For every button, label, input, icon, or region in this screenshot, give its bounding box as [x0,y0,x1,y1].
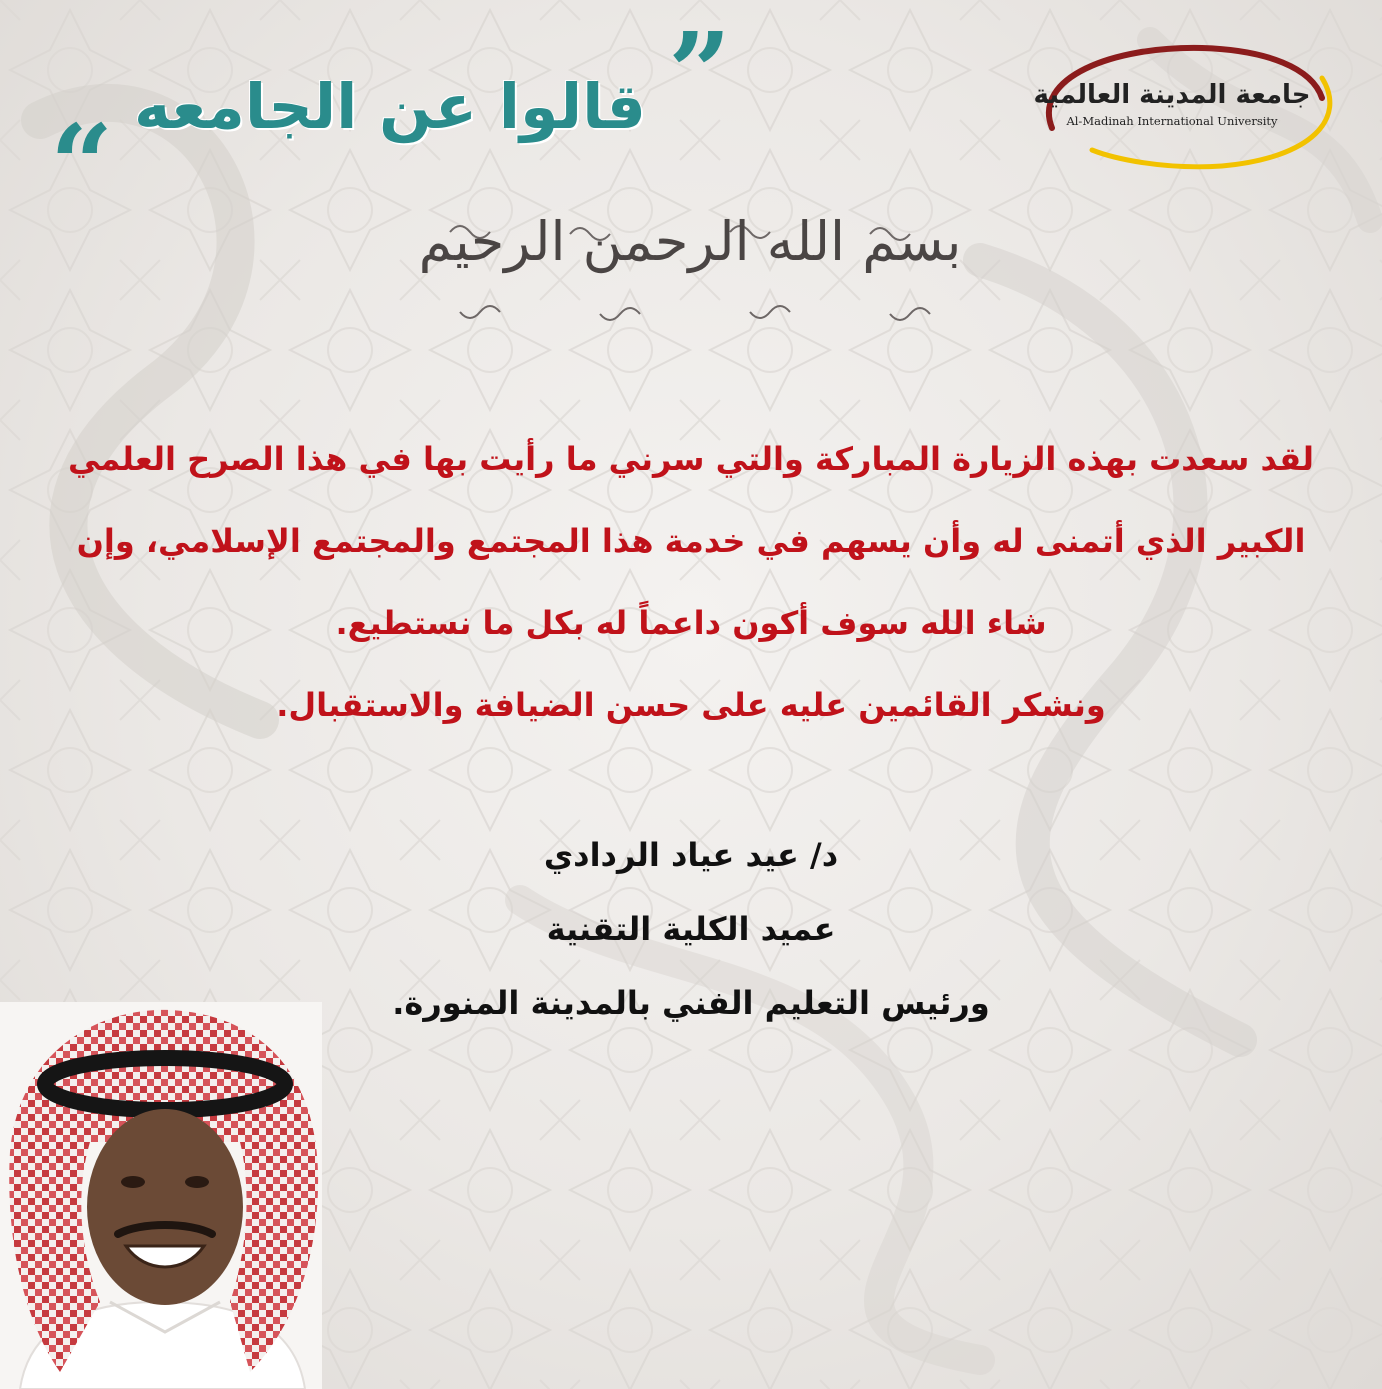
author-title-secondary: ورئيس التعليم الفني بالمدينة المنورة. [392,984,990,1022]
testimonial-line: ونشكر القائمين عليه على حسن الضيافة والاستقبال. [276,686,1106,724]
testimonial-line: الكبير الذي أتمنى له وأن يسهم في خدمة هذا المجتمع والمجتمع الإسلامي، وإن [76,522,1306,560]
attribution [300,818,1082,1040]
logo-arabic-name: جامعة المدينة العالمية [1033,80,1311,110]
author-portrait-icon [0,1002,322,1389]
testimonial-line: لقد سعدت بهذه الزيارة المباركة والتي سرني ما رأيت بها في هذا الصرح العلمي [68,440,1314,478]
testimonial-line: شاء الله سوف أكون داعماً له بكل ما نستطيع. [335,604,1047,642]
close-quote-mark: “ [50,100,114,229]
basmala: بسم الله الرحمن الرحيم [418,210,962,273]
testimonial-text [30,418,1352,746]
author-title: عميد الكلية التقنية [546,910,836,948]
page-title: قالوا عن الجامعه [133,70,647,143]
author-photo [0,1002,322,1389]
university-logo [1022,38,1342,170]
author-name: د/ عيد عياد الردادي [543,836,839,874]
logo-english-name: Al-Madinah International University [1066,114,1278,128]
open-quote-mark: ” [668,8,732,137]
